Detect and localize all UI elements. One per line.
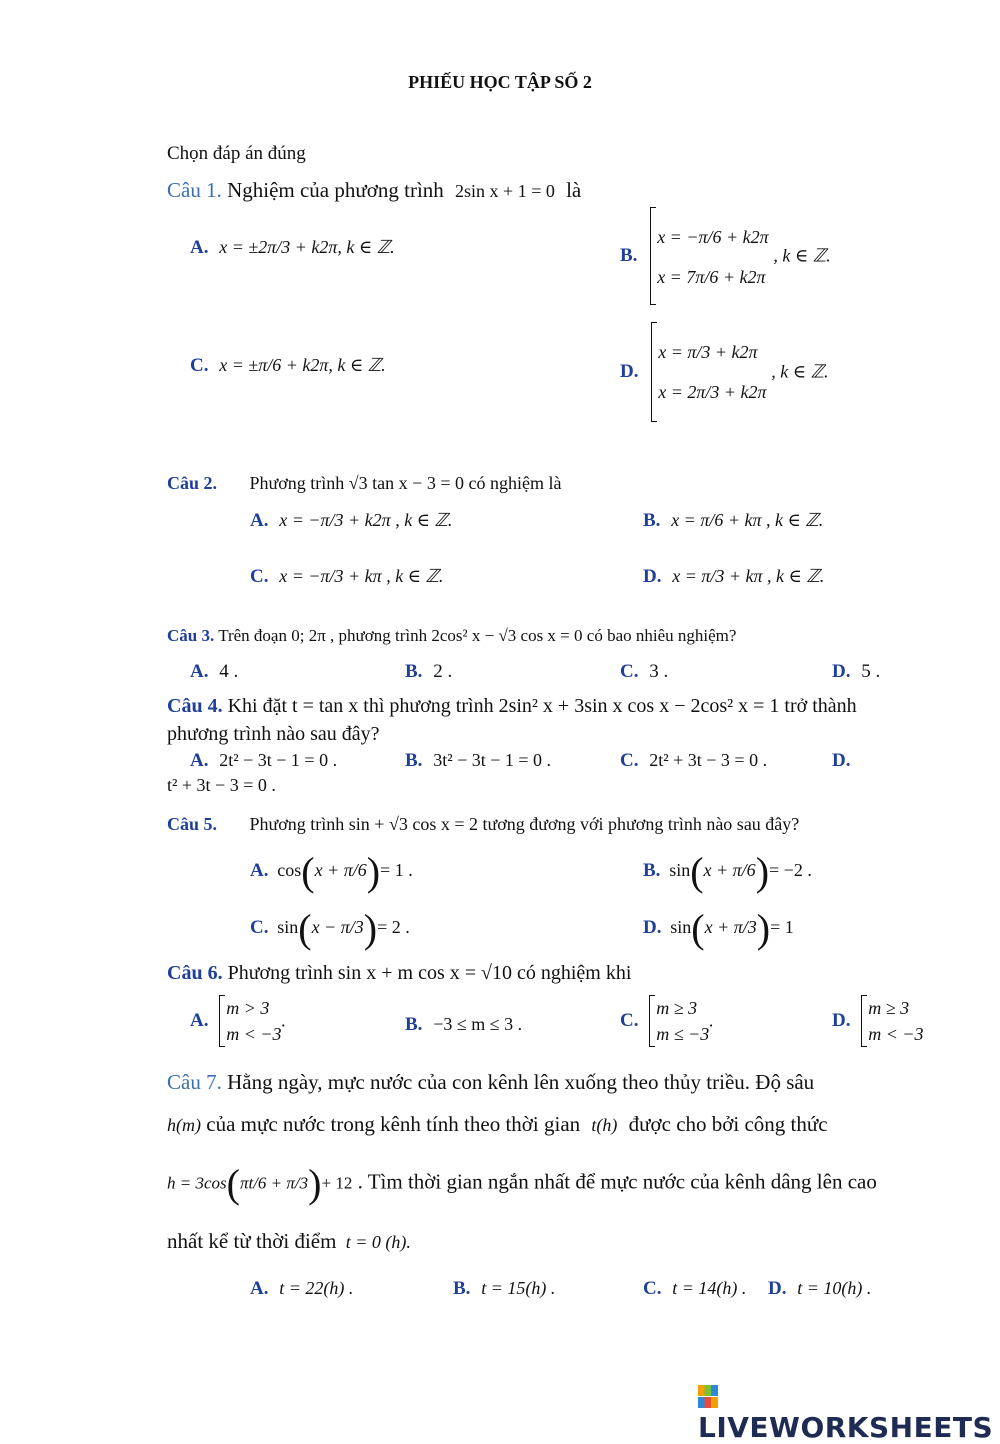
question-2-text: Phương trình √3 tan x − 3 = 0 có nghiệm là [249,473,562,493]
question-7-text-line3: . Tìm thời gian ngắn nhất để mực nước của kênh dâng lên cao [357,1169,877,1194]
q7-option-b-label: B. [453,1278,471,1299]
q6-option-a-row2: m < −3 [226,1024,282,1044]
q6-option-d-row1: m ≥ 3 [868,998,910,1018]
q5-option-a-label: A. [250,859,269,881]
q4-option-d[interactable] [167,775,276,797]
q4-option-d-label: D. [832,750,851,771]
q3-option-b-text: 2 . [433,661,453,682]
q4-option-c-label: C. [620,750,639,771]
q3-option-d-label: D. [832,661,851,682]
q7-option-c[interactable] [643,1278,746,1300]
q1-option-d[interactable] [620,322,829,422]
question-7-line3: h = 3cos(πt/6 + π/3)+ 12 . Tìm thời gian ngắn nhất để mực nước của kênh dâng lên cao [167,1161,877,1206]
question-7-line1 [167,1070,814,1095]
q5-option-b-rhs: = −2 . [769,859,812,880]
q4-option-b-label: B. [405,750,423,771]
q4-option-b-text: 3t² − 3t − 1 = 0 . [433,750,552,770]
q1-option-b-system [650,207,768,305]
q6-option-c-system [649,995,709,1047]
q5-option-c-rhs: = 2 . [377,916,410,937]
liveworksheets-logo-text: LIVEWORKSHEETS [698,1411,994,1444]
q5-option-c-fn: sin [277,916,299,937]
q5-option-a-inner: x + π/6 [314,859,367,880]
q2-option-a-text: x = −π/3 + k2π , k ∈ ℤ. [279,510,453,530]
question-7-t-unit: t(h) [591,1115,618,1135]
q3-option-c[interactable] [620,661,668,683]
question-7-text-line1: Hằng ngày, mực nước của con kênh lên xuống theo thủy triều. Độ sâu [227,1070,815,1094]
question-1-text: Nghiệm của phương trình [227,178,444,202]
q3-option-d-text: 5 . [861,661,881,682]
question-5-label: Câu 5. [167,814,218,834]
q5-option-a-rhs: = 1 . [380,859,413,880]
question-2-label: Câu 2. [167,473,218,493]
q2-option-c-text: x = −π/3 + kπ , k ∈ ℤ. [279,566,444,586]
q7-option-a-text: t = 22(h) . [279,1278,354,1298]
q2-option-d-text: x = π/3 + kπ , k ∈ ℤ. [672,566,825,586]
q4-option-d-text: t² + 3t − 3 = 0 . [167,775,276,795]
q6-option-b-label: B. [405,1014,423,1035]
q6-option-b[interactable] [405,1014,522,1036]
question-7-h-unit: h(m) [167,1115,201,1135]
q6-option-a[interactable] [190,995,286,1047]
question-3-stem [167,626,736,646]
question-7-label: Câu 7. [167,1070,222,1094]
q7-option-c-text: t = 14(h) . [672,1278,747,1298]
liveworksheets-logo[interactable] [698,1378,1000,1444]
q5-option-b-label: B. [643,859,661,881]
q3-option-c-label: C. [620,661,639,682]
q1-option-d-tail: , k ∈ ℤ. [771,361,829,382]
q6-option-a-label: A. [190,1010,209,1031]
q1-option-d-row2: x = 2π/3 + k2π [658,382,767,402]
q5-option-a-fn: cos [277,859,302,880]
q1-option-b[interactable] [620,207,831,305]
q1-option-a-text: x = ±2π/3 + k2π, k ∈ ℤ. [219,237,395,257]
q7-option-d-label: D. [768,1278,787,1299]
question-4-stem-line2: phương trình nào sau đây? [167,723,380,745]
question-4-stem [167,695,857,718]
q6-option-a-tail: . [281,1010,287,1031]
q2-option-d-label: D. [643,566,662,587]
q4-option-d-label-wrap[interactable] [832,750,850,772]
question-7-text-line4: nhất kể từ thời điểm [167,1229,337,1253]
q5-option-d-label: D. [643,916,662,938]
question-5-stem [167,814,799,835]
q1-option-a-label: A. [190,237,209,258]
q5-option-b-inner: x + π/6 [703,859,756,880]
q4-option-a-label: A. [190,750,209,771]
question-7-t-zero: t = 0 (h). [345,1232,411,1252]
q4-option-c[interactable] [620,750,767,772]
q6-option-c-row2: m ≤ −3 [656,1024,710,1044]
q3-option-b-label: B. [405,661,423,682]
worksheet-title: PHIẾU HỌC TẬP SỐ 2 [408,72,592,92]
q6-option-a-system [219,995,281,1047]
q7-option-d-text: t = 10(h) . [797,1278,872,1298]
q7-option-d[interactable] [768,1278,871,1300]
q6-option-b-text: −3 ≤ m ≤ 3 . [433,1014,523,1034]
question-7-formula-post: + 12 [321,1173,353,1193]
question-1-stem [167,178,581,203]
q1-option-d-system [651,322,766,422]
q3-option-b[interactable] [405,661,452,683]
q4-option-a[interactable] [190,750,337,772]
q2-option-b-text: x = π/6 + kπ , k ∈ ℤ. [671,510,824,530]
liveworksheets-logo-icon [698,1384,718,1408]
q5-option-b-fn: sin [669,859,691,880]
q1-option-b-label: B. [620,245,638,266]
q1-option-b-row2: x = 7π/6 + k2π [657,267,766,287]
question-7-text-line2-end: được cho bởi công thức [628,1112,828,1136]
q5-option-d-inner: x + π/3 [704,916,757,937]
q5-option-c-label: C. [250,916,269,938]
q5-option-a[interactable]: A. cos(x + π/6)= 1 . [250,849,413,894]
q2-option-b[interactable] [643,510,823,532]
q1-option-c[interactable] [190,355,386,377]
q3-option-c-text: 3 . [649,661,669,682]
q3-option-d[interactable] [832,661,880,683]
question-7-formula-inner: πt/6 + π/3 [239,1173,309,1193]
q4-option-a-text: 2t² − 3t − 1 = 0 . [219,750,338,770]
q1-option-b-row1: x = −π/6 + k2π [657,227,769,247]
q1-option-b-tail: , k ∈ ℤ. [773,245,831,266]
q4-option-c-text: 2t² + 3t − 3 = 0 . [649,750,768,770]
question-7-line4 [167,1229,411,1254]
q5-option-d-fn: sin [670,916,692,937]
q5-option-d-rhs: = 1 [770,916,794,937]
q1-option-d-row1: x = π/3 + k2π [658,342,758,362]
q4-option-b[interactable] [405,750,551,772]
question-1-label: Câu 1. [167,178,222,202]
q3-option-a[interactable] [190,661,238,683]
q7-option-b[interactable] [453,1278,555,1300]
q6-option-d-system [861,995,923,1047]
question-6-text: Phương trình sin x + m cos x = √10 có nghiệm khi [227,962,632,984]
q5-option-c[interactable]: C. sin(x − π/3)= 2 . [250,906,410,951]
q6-option-d-label: D. [832,1010,851,1031]
q5-option-b[interactable]: B. sin(x + π/6)= −2 . [643,849,812,894]
question-7-formula-pre: h = 3cos [167,1173,227,1193]
q5-option-c-inner: x − π/3 [311,916,364,937]
q2-option-c-label: C. [250,566,269,587]
q7-option-a-label: A. [250,1278,269,1299]
q7-option-b-text: t = 15(h) . [481,1278,556,1298]
question-6-label: Câu 6. [167,962,223,984]
q1-option-a[interactable] [190,237,395,259]
q6-option-c[interactable] [620,995,714,1047]
question-2-stem [167,473,561,494]
q7-option-a[interactable] [250,1278,353,1300]
q1-option-c-label: C. [190,355,209,376]
question-4-text: Khi đặt t = tan x thì phương trình 2sin² x + 3sin x cos x − 2cos² x = 1 trở thành [227,695,857,717]
q3-option-a-label: A. [190,661,209,682]
q1-option-d-label: D. [620,361,639,382]
q6-option-c-label: C. [620,1010,639,1031]
q7-option-c-label: C. [643,1278,662,1299]
instruction-text: Chọn đáp án đúng [167,143,306,164]
question-3-label: Câu 3. [167,626,215,645]
question-5-text: Phương trình sin + √3 cos x = 2 tương đương với phương trình nào sau đây? [249,814,800,834]
q3-option-a-text: 4 . [219,661,239,682]
q1-option-c-text: x = ±π/6 + k2π, k ∈ ℤ. [219,355,386,375]
question-7-text-line2: của mực nước trong kênh tính theo thời gian [206,1112,581,1136]
q2-option-c[interactable] [250,566,443,588]
q6-option-a-row1: m > 3 [226,998,270,1018]
q6-option-d[interactable] [832,995,924,1047]
question-1-tail: là [566,178,582,202]
q2-option-d[interactable] [643,566,824,588]
question-4-label: Câu 4. [167,695,223,717]
q2-option-b-label: B. [643,510,661,531]
q5-option-d[interactable]: D. sin(x + π/3)= 1 [643,906,794,951]
question-7-line2 [167,1112,828,1137]
question-1-equation: 2sin x + 1 = 0 [455,181,555,201]
question-3-text: Trên đoạn 0; 2π , phương trình 2cos² x − √3 cos x = 0 có bao nhiêu nghiệm? [218,626,737,645]
q2-option-a[interactable] [250,510,452,532]
q6-option-d-row2: m < −3 [868,1024,924,1044]
question-6-stem [167,962,631,985]
q6-option-c-row1: m ≥ 3 [656,998,698,1018]
q6-option-c-tail: . [709,1010,714,1031]
q2-option-a-label: A. [250,510,269,531]
